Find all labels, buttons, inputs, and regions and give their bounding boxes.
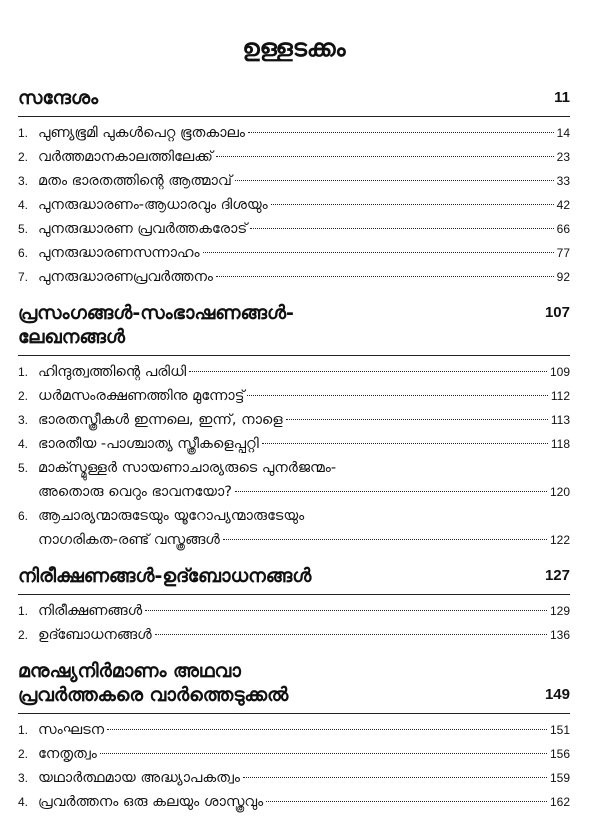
- dot-leader: [271, 204, 554, 205]
- section-rule: [18, 355, 570, 356]
- section-rule: [18, 713, 570, 714]
- toc-entry[interactable]: [18, 169, 570, 193]
- entry-number: 1.: [18, 126, 29, 140]
- entry-page: 66: [556, 222, 570, 236]
- section-heading-line1: [18, 659, 570, 683]
- entry-page: 162: [549, 795, 570, 809]
- dot-leader: [247, 395, 547, 396]
- entry-title: ആചാര്യന്മാരുടേയും യൂറോപ്യന്മാരുടേയും: [38, 508, 305, 524]
- entry-page: 77: [556, 246, 570, 260]
- entry-number: 5.: [18, 222, 29, 236]
- toc-entry[interactable]: [18, 265, 570, 289]
- dot-leader: [155, 634, 547, 635]
- entry-page: 113: [550, 413, 570, 427]
- entry-title: സംഘടന: [38, 722, 105, 738]
- section-heading: [18, 301, 570, 325]
- dot-leader: [107, 729, 547, 730]
- entry-number: 1.: [18, 723, 29, 737]
- entry-title-continuation: അതൊരു വെറും ഭാവനയോ?: [38, 484, 232, 500]
- entry-title: ഭാരതീയ -പാശ്ചാത്യ സ്ത്രീകളെപ്പറ്റി: [38, 436, 259, 452]
- section-title: പ്രസംഗങ്ങൾ-സംഭാഷണങ്ങൾ-: [18, 302, 294, 324]
- entry-title: പുനരുദ്ധാരണം-ആധാരവും ദിശയും: [38, 197, 268, 213]
- section-title-line2: ലേഖനങ്ങൾ: [18, 326, 125, 348]
- section-title-line2: പ്രവർത്തകരെ വാർത്തെടുക്കൽ: [18, 684, 289, 706]
- section-manushyanirmanam: [18, 659, 570, 814]
- toc-entry[interactable]: [18, 217, 570, 241]
- toc-entry[interactable]: [18, 504, 570, 528]
- entry-page: 151: [549, 723, 570, 737]
- entry-page: 159: [549, 771, 570, 785]
- section-sandesham: [18, 86, 570, 289]
- section-heading: [18, 564, 570, 588]
- section-page: 11: [554, 89, 570, 106]
- toc-entry[interactable]: [18, 121, 570, 145]
- dot-leader: [235, 491, 547, 492]
- entry-page: 122: [549, 533, 570, 547]
- dot-leader: [100, 753, 547, 754]
- toc-entry[interactable]: [18, 360, 570, 384]
- entry-title: മതം ഭാരതത്തിന്റെ ആത്മാവ്: [38, 173, 232, 189]
- entry-page: 92: [556, 270, 570, 284]
- entry-page: 136: [549, 628, 570, 642]
- dot-leader: [145, 610, 547, 611]
- page-title: ഉള്ളടക്കം: [242, 34, 346, 62]
- entry-title: ഭാരതസ്ത്രീകൾ ഇന്നലെ, ഇന്ന്, നാളെ: [38, 412, 283, 428]
- section-rule: [18, 594, 570, 595]
- dot-leader: [248, 132, 554, 133]
- toc-entry[interactable]: [18, 599, 570, 623]
- section-heading-line2: [18, 325, 570, 349]
- entry-title: മാക്സ്മുള്ളർ സായണാചാര്യരുടെ പുനർജന്മം-: [38, 460, 337, 476]
- dot-leader: [286, 419, 548, 420]
- dot-leader: [203, 252, 554, 253]
- entry-title: നിരീക്ഷണങ്ങൾ: [38, 603, 143, 619]
- entry-page: 129: [549, 604, 570, 618]
- entry-title: യഥാർത്ഥമായ അദ്ധ്യാപകത്വം: [38, 770, 240, 786]
- entry-number: 2.: [18, 389, 29, 403]
- dot-leader: [243, 777, 547, 778]
- dot-leader: [223, 539, 547, 540]
- section-page: 127: [544, 567, 570, 584]
- entry-number: 2.: [18, 150, 29, 164]
- entry-page: 33: [556, 174, 570, 188]
- toc-entry[interactable]: [18, 790, 570, 814]
- toc-entry[interactable]: [18, 432, 570, 456]
- entry-title: പുനരുദ്ധാരണസന്നാഹം: [38, 245, 200, 261]
- entry-title: പുണ്യഭൂമി പുകൾപെറ്റ ഭൂതകാലം: [38, 125, 245, 141]
- dot-leader: [189, 371, 547, 372]
- section-rule: [18, 116, 570, 117]
- section-page: 107: [544, 304, 570, 321]
- entry-number: 4.: [18, 795, 29, 809]
- toc-entry[interactable]: [18, 408, 570, 432]
- entry-number: 1.: [18, 604, 29, 618]
- entry-number: 5.: [18, 461, 29, 475]
- entry-number: 6.: [18, 509, 29, 523]
- section-title: മനുഷ്യനിർമാണം അഥവാ: [18, 660, 241, 682]
- section-heading: [18, 86, 570, 110]
- entry-number: 3.: [18, 413, 29, 427]
- dot-leader: [216, 276, 554, 277]
- dot-leader: [266, 801, 547, 802]
- entry-page: 118: [550, 437, 570, 451]
- entry-number: 6.: [18, 246, 29, 260]
- entry-title: പുനരുദ്ധാരണ പ്രവർത്തകരോട്: [38, 221, 248, 237]
- dot-leader: [250, 228, 553, 229]
- toc-entry[interactable]: [18, 193, 570, 217]
- entry-title: ധർമസംരക്ഷണത്തിനു മുന്നോട്ട്: [38, 388, 245, 404]
- toc-entry[interactable]: [18, 766, 570, 790]
- section-title: നിരീക്ഷണങ്ങൾ-ഉദ്ബോധനങ്ങൾ: [18, 565, 312, 587]
- toc-entry-continuation[interactable]: [18, 480, 570, 504]
- entry-number: 2.: [18, 747, 29, 761]
- entry-title: വർത്തമാനകാലത്തിലേക്ക്: [38, 149, 213, 165]
- entry-page: 156: [549, 747, 570, 761]
- entry-page: 42: [556, 198, 570, 212]
- toc-entry[interactable]: [18, 718, 570, 742]
- entry-number: 4.: [18, 437, 29, 451]
- dot-leader: [216, 156, 554, 157]
- entry-page: 109: [549, 365, 570, 379]
- section-heading: [18, 683, 570, 707]
- toc-entry[interactable]: [18, 241, 570, 265]
- entry-title-continuation: നാഗരികത-രണ്ട് വസ്ത്രങ്ങൾ: [38, 532, 220, 548]
- entry-title: പുനരുദ്ധാരണപ്രവർത്തനം: [38, 269, 213, 285]
- entry-number: 3.: [18, 771, 29, 785]
- entry-number: 7.: [18, 270, 29, 284]
- toc-entry[interactable]: [18, 145, 570, 169]
- entry-number: 4.: [18, 198, 29, 212]
- entry-title: ഉദ്ബോധനങ്ങൾ: [38, 627, 152, 643]
- dot-leader: [235, 180, 554, 181]
- entry-title: നേതൃത്വം: [38, 746, 97, 762]
- toc-entry[interactable]: [18, 742, 570, 766]
- entry-number: 1.: [18, 365, 29, 379]
- dot-leader: [262, 443, 548, 444]
- section-nireekshanangal: [18, 564, 570, 647]
- toc-entry[interactable]: [18, 623, 570, 647]
- toc-entry[interactable]: [18, 456, 570, 480]
- entry-number: 2.: [18, 628, 29, 642]
- entry-page: 14: [556, 126, 570, 140]
- section-page: 149: [544, 686, 570, 703]
- toc-entry-continuation[interactable]: [18, 528, 570, 552]
- entry-page: 120: [549, 485, 570, 499]
- toc-entry[interactable]: [18, 384, 570, 408]
- section-title: സന്ദേശം: [18, 87, 99, 109]
- entry-page: 23: [556, 150, 570, 164]
- entry-number: 3.: [18, 174, 29, 188]
- entry-page: 112: [550, 389, 570, 403]
- section-prasangangal: [18, 301, 570, 552]
- entry-title: ഹിന്ദുത്വത്തിന്റെ പരിധി: [38, 364, 187, 380]
- entry-title: പ്രവർത്തനം ഒരു കലയും ശാസ്ത്രവും: [38, 794, 264, 810]
